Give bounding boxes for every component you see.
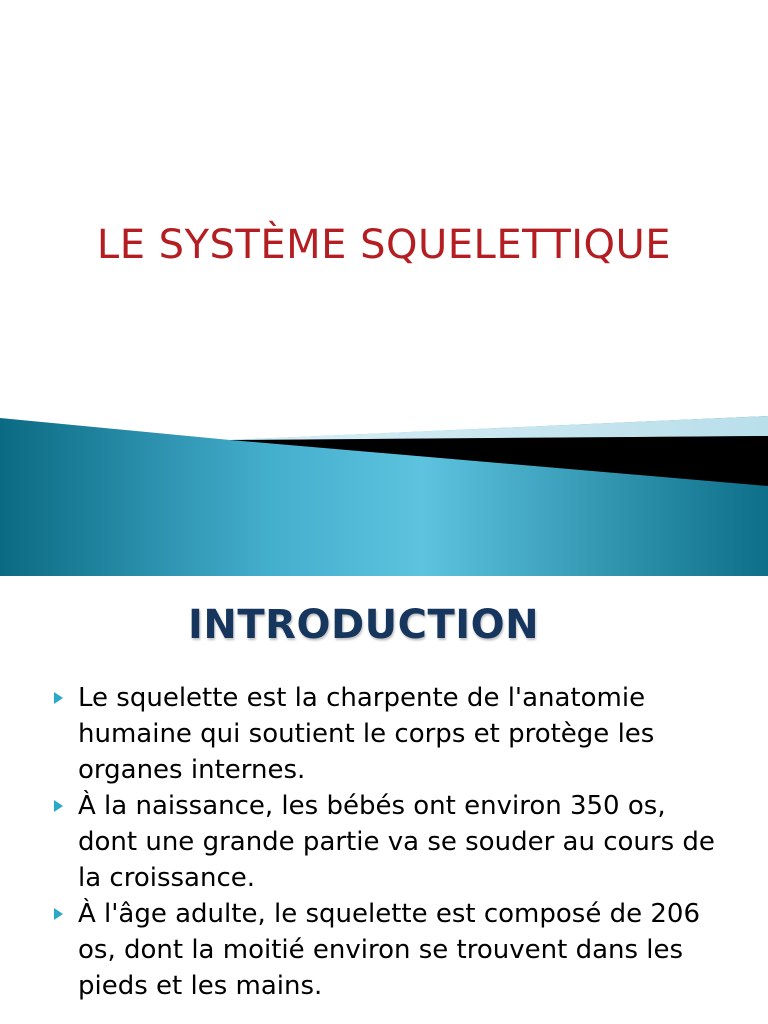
bullet-text: À l'âge adulte, le squelette est composé de 206 os, dont la moitié environ se trouvent dans les pieds et les mains. [78,899,700,1001]
bullet-text: À la naissance, les bébés ont environ 350 os, dont une grande partie va se souder au cours de la croissance. [78,791,715,893]
content-slide [0,576,768,1024]
triangle-right-icon [54,908,63,920]
triangle-right-icon [54,692,63,704]
decorative-wave-banner [0,410,768,576]
slide-title: LE SYSTÈME SQUELETTIQUE [96,222,672,268]
section-heading: INTRODUCTION [188,602,540,648]
list-item [50,788,730,896]
bullet-text: Le squelette est la charpente de l'anatomie humaine qui soutient le corps et protège les organes internes. [78,683,655,785]
bullet-list [50,680,730,1004]
list-item [50,896,730,1004]
triangle-right-icon [54,800,63,812]
list-item [50,680,730,788]
